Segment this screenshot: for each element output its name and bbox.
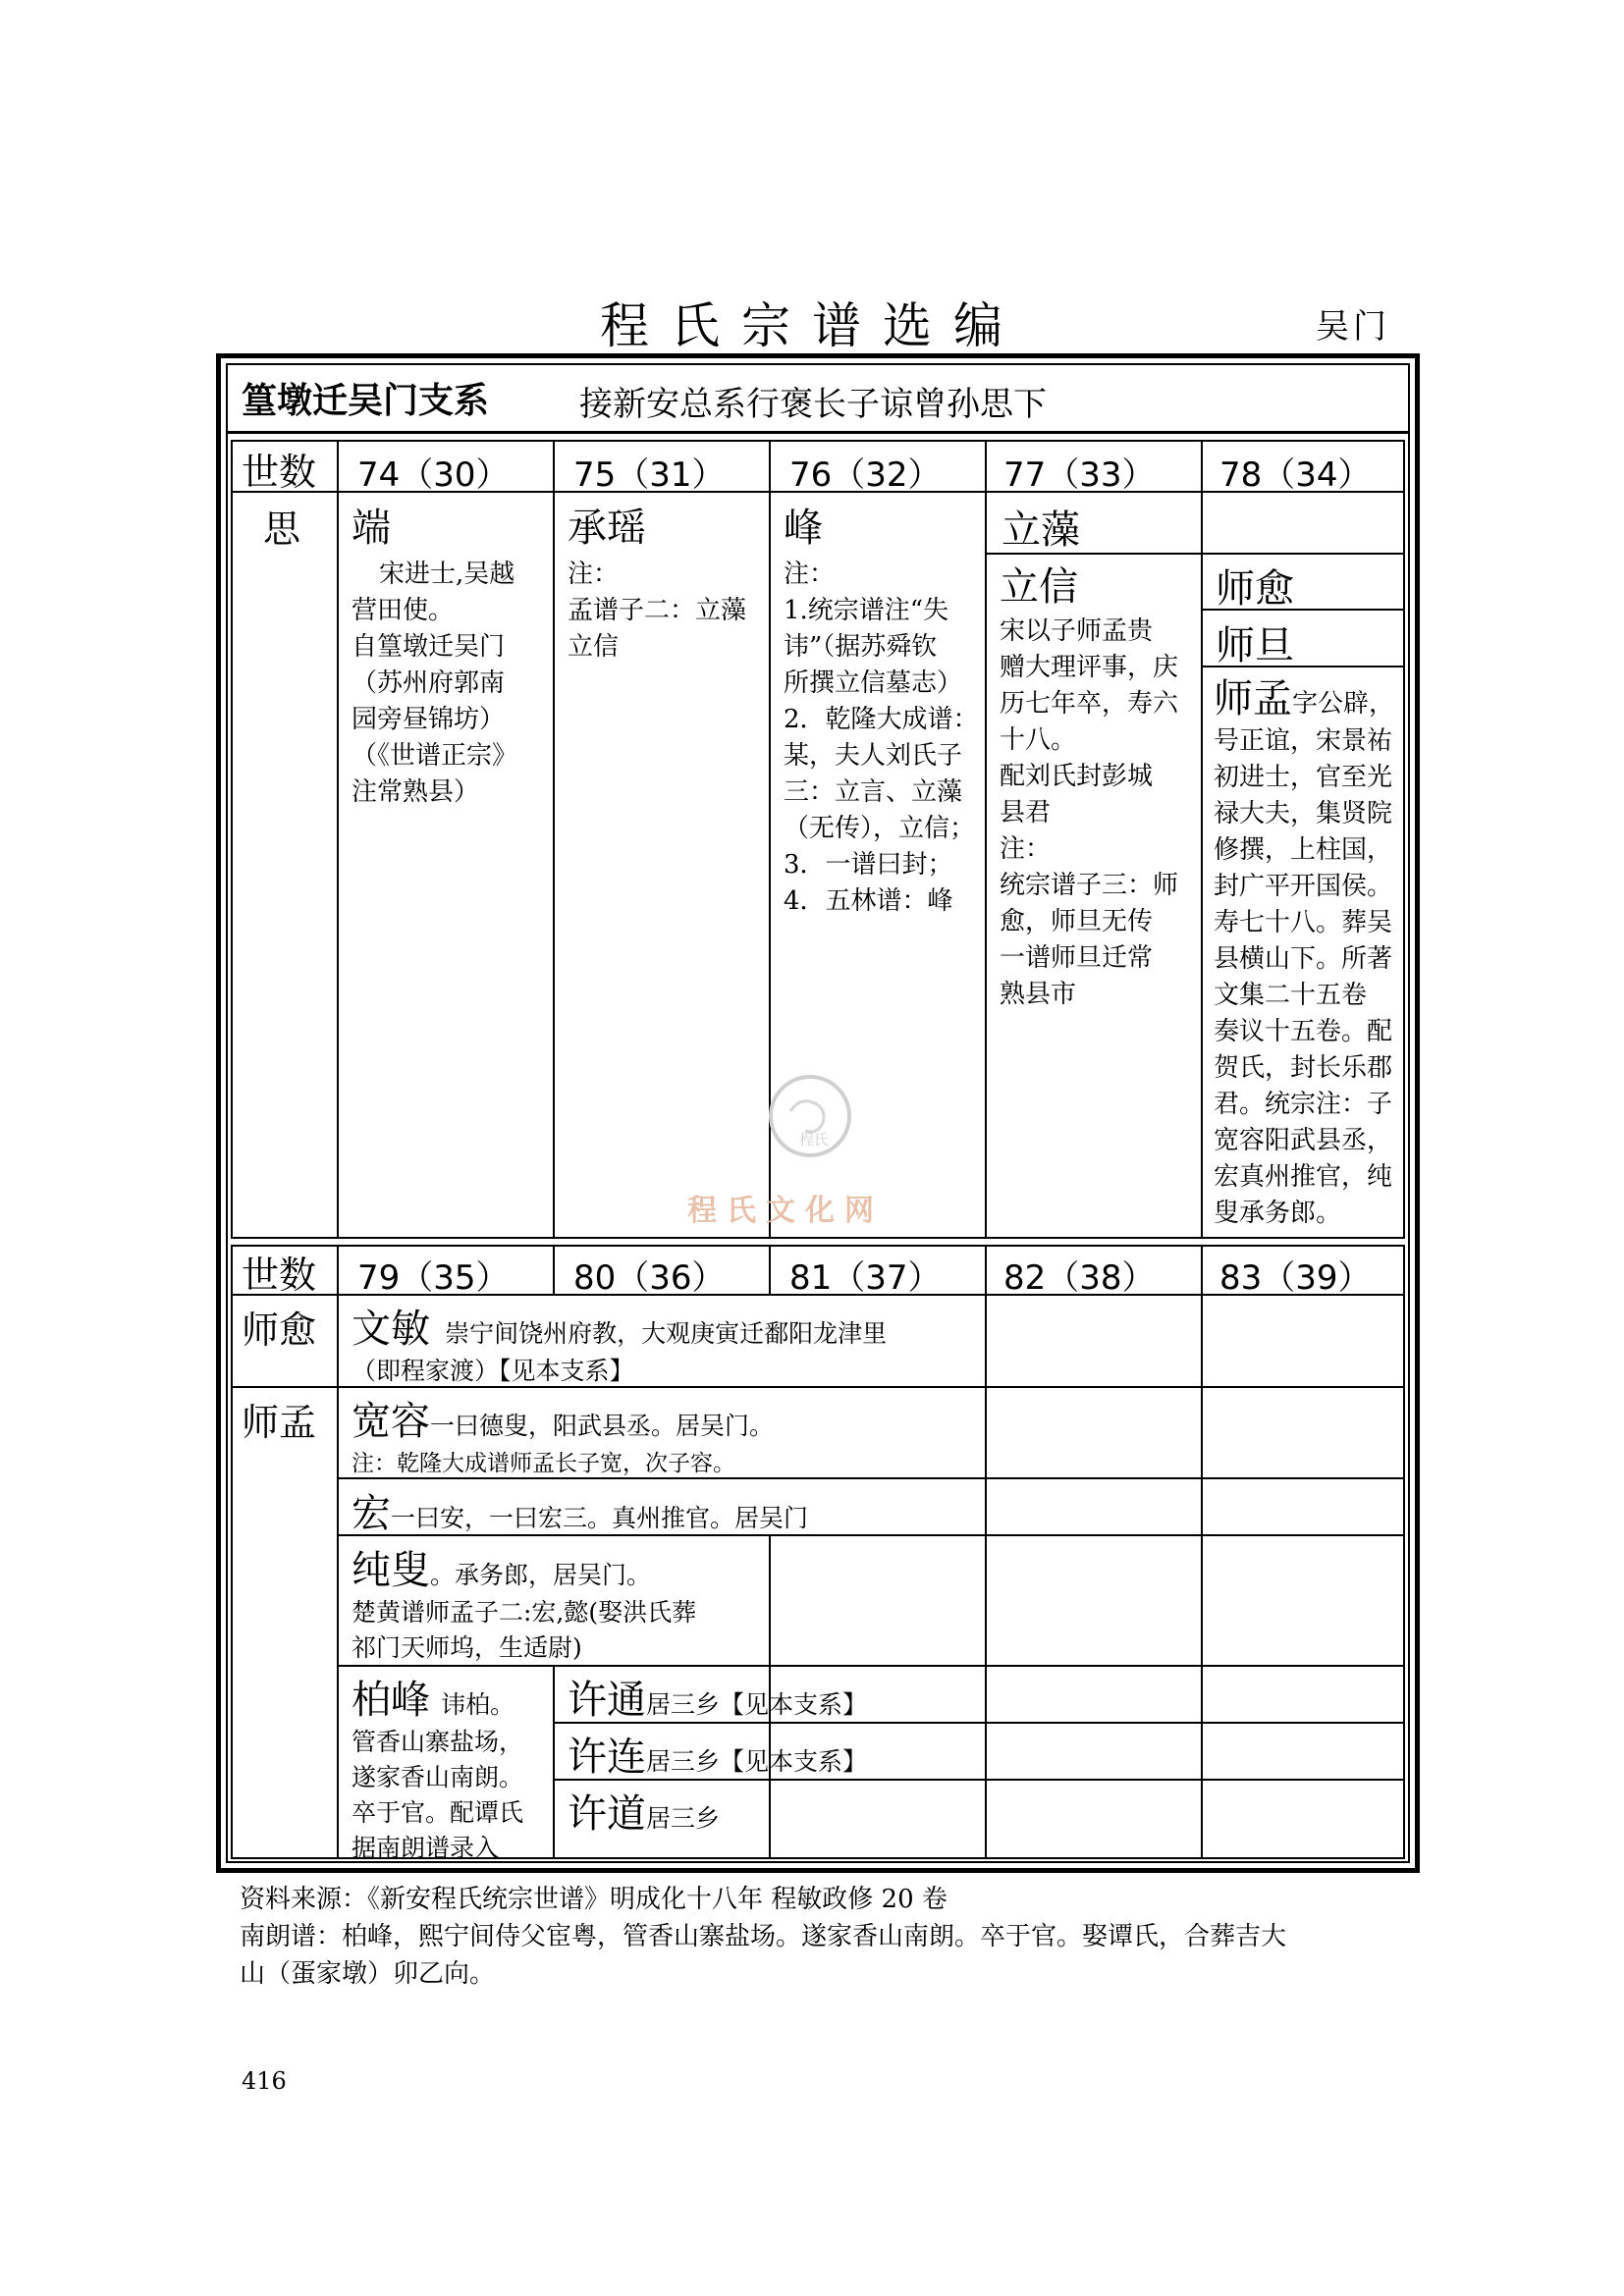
person-notes: [784, 557, 985, 920]
note-line: 注常熟县）: [352, 777, 480, 807]
note-line: 宋进士,吴越: [379, 560, 515, 589]
note-line: 2．乾隆大成谱：: [784, 705, 979, 734]
note-line: 历七年卒，寿六: [1000, 689, 1179, 719]
note-line: 某，夫人刘氏子: [784, 741, 963, 771]
region-label: 吴门: [1316, 307, 1390, 347]
table1-col-divider: [985, 440, 987, 1239]
table2-col-divider: [985, 1245, 987, 1859]
note-line: 居三乡: [646, 1804, 721, 1833]
note-line: 立信: [568, 632, 620, 662]
note-line: 奏议十五卷。配: [1214, 1017, 1393, 1046]
gen-79: 79（35）: [357, 1258, 510, 1298]
gen-83: 83（39）: [1219, 1258, 1372, 1298]
note-line: （《世谱正宗》: [352, 741, 518, 771]
source-note: 资料来源：《新安程氏统宗世谱》明成化十八年 程敏政修 20 卷: [240, 1885, 947, 1914]
nanlang-note: 南朗谱：柏峰，熙宁间侍父宦粤，管香山寨盐场。遂家香山南朗。卒于官。娶谭氏，合葬吉大: [240, 1922, 1287, 1951]
banner-title: 篁墩迁吴门支系: [242, 381, 490, 421]
person-name: 宽容: [352, 1399, 430, 1444]
note-line: 号正谊，宋景祐: [1214, 726, 1393, 756]
note-line: 叟承务郎。: [1214, 1199, 1342, 1228]
person-name: 许连: [568, 1735, 646, 1780]
gen-76: 76（32）: [789, 455, 942, 495]
cell-hong: [352, 1482, 985, 1538]
seal-text: 程氏: [799, 1131, 830, 1148]
note-line: 三：立言、立藻: [784, 777, 963, 807]
cell-wenmin: [352, 1298, 985, 1389]
note-line: 自篁墩迁吴门: [352, 632, 506, 662]
note-line: 封广平开国侯。: [1214, 872, 1393, 901]
name-line: [352, 1669, 553, 1725]
name-line: [352, 1539, 769, 1595]
note-line: 字公辟，: [1292, 689, 1395, 719]
person-name-shiyu: 师愈: [1216, 566, 1294, 612]
note-line: 宽容阳武县丞，: [1214, 1126, 1393, 1155]
note-line: 贺氏，封长乐郡: [1214, 1053, 1393, 1083]
name-line: [352, 1298, 985, 1354]
note-line: （苏州府郭南: [352, 668, 506, 698]
person-name: 承瑶: [568, 506, 646, 551]
person-name: 宏: [352, 1491, 391, 1536]
gen-81: 81（37）: [789, 1258, 942, 1298]
person-notes: [1214, 723, 1408, 1232]
note-line: 卒于官。配谭氏: [352, 1798, 524, 1827]
note-line: 崇宁间饶州府教，大观庚寅迁鄱阳龙津里: [445, 1319, 888, 1348]
note-line: 宏真州推官，纯: [1214, 1162, 1393, 1192]
name-line: [1214, 667, 1408, 723]
table2-col-divider: [553, 1245, 555, 1294]
cell-xutong: [568, 1669, 867, 1725]
note-line: 赠大理评事，庆: [1000, 653, 1179, 682]
cell-kuanrong: [352, 1390, 985, 1481]
page-number: 416: [242, 2067, 287, 2095]
banner-subtitle: 接新安总系行褒长子谅曾孙思下: [579, 385, 1047, 424]
gen-82: 82（38）: [1003, 1258, 1156, 1298]
person-name: 峰: [784, 506, 823, 551]
table2-col-divider: [769, 1534, 771, 1665]
note-line: 据南朗谱录入: [352, 1834, 500, 1862]
cell-chunsou: [352, 1539, 769, 1666]
person-notes: [1000, 614, 1201, 1013]
note-line: 营田使。: [352, 596, 455, 625]
note-line: 孟谱子二：立藻: [568, 596, 747, 625]
note-line: 愈，师旦无传: [1000, 907, 1154, 936]
note-line: 君。统宗注：子: [1214, 1090, 1393, 1119]
table1-col-divider: [337, 440, 339, 1239]
gen-77: 77（33）: [1003, 455, 1156, 495]
row-header-shimeng: 师孟: [242, 1401, 317, 1444]
note-line: 4．五林谱：峰: [784, 886, 953, 916]
note-line: 注：乾隆大成谱师孟长子宽，次子容。: [352, 1451, 735, 1476]
note-line: 寿七十八。葬吴: [1214, 908, 1393, 937]
note-line: 所撰立信墓志）: [784, 668, 963, 698]
cell-baifeng: [352, 1669, 553, 1866]
person-name-shidan: 师旦: [1216, 623, 1294, 668]
note-line: 祁门天师坞，生适尉): [352, 1633, 582, 1662]
person-name: 柏峰: [352, 1678, 430, 1723]
note-line: 熟县市: [1000, 980, 1077, 1009]
note-line: 一谱师旦迁常: [1000, 943, 1154, 973]
cell-xulian: [568, 1726, 867, 1782]
note-line: 楚黄谱师孟子二:宏,懿(娶洪氏葬: [352, 1598, 697, 1627]
note-line: 县横山下。所著: [1214, 944, 1393, 974]
table2-col-divider: [553, 1665, 555, 1859]
cell-shimeng: [1214, 667, 1408, 1232]
table1-col-divider: [1201, 440, 1203, 1239]
person-notes: [352, 557, 548, 811]
cell-xudao: [568, 1783, 720, 1839]
watermark-text: 程氏文化网: [687, 1194, 884, 1228]
table2-col-divider: [769, 1245, 771, 1294]
cell-chengyao: [568, 497, 764, 666]
note-line: 文集二十五卷: [1214, 981, 1368, 1010]
cell-lixin: [1000, 556, 1201, 1013]
person-name: 许道: [568, 1791, 646, 1837]
note-line: 宋以子师孟贵: [1000, 616, 1154, 646]
name-line: [352, 1390, 985, 1446]
gen-74: 74（30）: [357, 455, 510, 495]
note-line: 居三乡【见本支系】: [646, 1747, 868, 1776]
person-name: 许通: [568, 1678, 646, 1723]
person-name: 端: [352, 506, 391, 551]
person-name: 立信: [1000, 564, 1078, 610]
note-line: 注：: [1000, 834, 1052, 864]
gen-75: 75（31）: [573, 455, 726, 495]
gen-78: 78（34）: [1219, 455, 1372, 495]
note-line: 居三乡【见本支系】: [646, 1690, 868, 1719]
note-line: 禄大夫，集贤院: [1214, 799, 1393, 828]
gen-80: 80（36）: [573, 1258, 726, 1298]
table2-col-divider: [1201, 1245, 1203, 1859]
note-line: 县君: [1000, 798, 1052, 828]
seal-icon: [766, 1072, 854, 1160]
note-line: 一曰德叟，阳武县丞。居吴门。: [430, 1412, 775, 1440]
page-title: 程氏宗谱选编: [600, 297, 1024, 354]
gen-label: 世数: [242, 451, 317, 494]
note-line: 修撰，上柱国，: [1214, 835, 1393, 865]
note-line: 讳柏。: [441, 1690, 515, 1719]
cell-feng: [784, 497, 985, 920]
note-line: 统宗谱子三：师: [1000, 871, 1179, 900]
note-line: 。承务郎，居吴门。: [430, 1561, 652, 1589]
person-name: 纯叟: [352, 1548, 430, 1593]
note-line: （即程家渡）【见本支系】: [352, 1357, 634, 1385]
gen-label: 世数: [242, 1254, 317, 1297]
person-notes: [568, 557, 764, 666]
person-name: 文敏: [352, 1307, 430, 1352]
nanlang-note-cont: 山（蛋家墩）卯乙向。: [240, 1959, 496, 1989]
note-line: 一曰安，一曰宏三。真州推官。居吴门: [391, 1504, 809, 1532]
note-line: 1.统宗谱注“失: [784, 596, 949, 625]
row-header-shiyu: 师愈: [242, 1308, 317, 1352]
note-line: 讳”（据苏舜钦: [784, 632, 938, 662]
table1-col-divider: [553, 440, 555, 1239]
watermark-seal: [766, 1072, 854, 1164]
note-line: 遂家香山南朗。: [352, 1763, 524, 1791]
note-line: 注：: [568, 560, 620, 589]
note-line: 3．一谱曰封；: [784, 850, 953, 880]
cell-duan: [352, 497, 548, 811]
note-line: 注：: [784, 560, 836, 589]
note-line: 初进士，官至光: [1214, 763, 1393, 792]
note-line: 园旁昼锦坊）: [352, 705, 506, 734]
person-name-lizao: 立藻: [1001, 507, 1080, 553]
table2-col-divider: [337, 1245, 339, 1859]
note-line: 配刘氏封彭城: [1000, 762, 1154, 791]
note-line: 管香山寨盐场，: [352, 1728, 524, 1756]
row-header-si: 思: [263, 507, 301, 551]
person-name: 师孟: [1214, 676, 1292, 721]
note-line: 十八。: [1000, 725, 1077, 755]
note-line: （无传），立信；: [784, 814, 976, 843]
